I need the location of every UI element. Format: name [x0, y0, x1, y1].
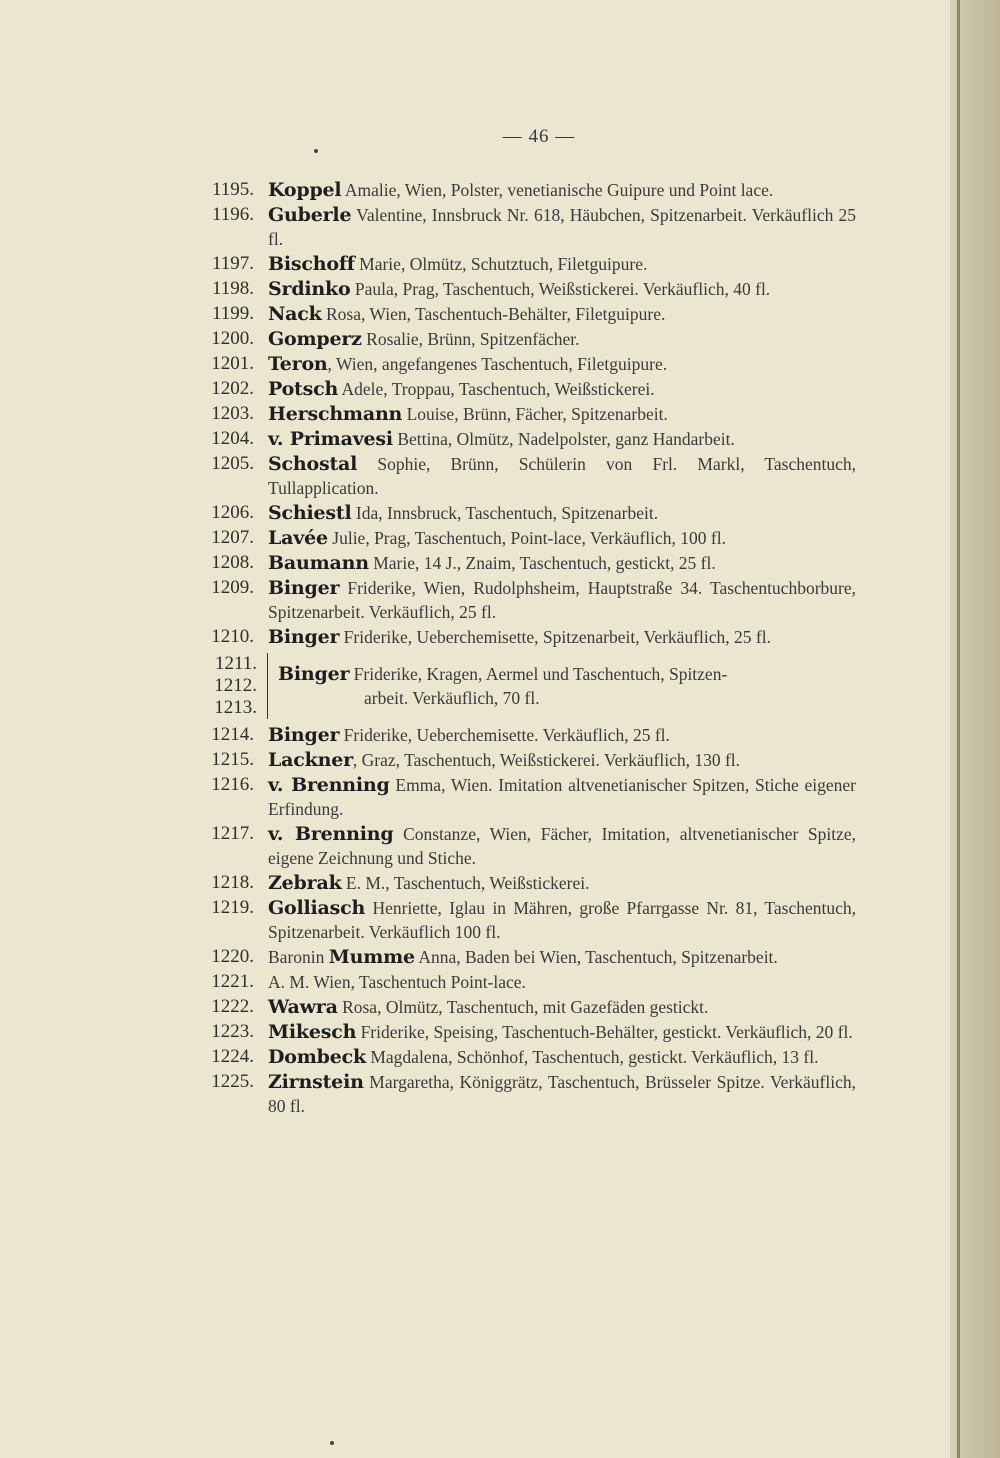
entry-text	[268, 526, 856, 550]
entry-number: 1213.	[214, 697, 257, 718]
exhibitor-name: Herschmann	[268, 403, 403, 425]
entry-number: 1218.	[211, 872, 254, 893]
exhibitor-name: Dombeck	[268, 1046, 366, 1068]
exhibitor-name: Baumann	[268, 552, 369, 574]
entry-text	[268, 452, 856, 500]
exhibitor-name: Potsch	[268, 378, 339, 400]
entry-number: 1214.	[211, 724, 254, 745]
entry-description: Amalie, Wien, Polster, venetianische Guipure und Point lace.	[341, 180, 774, 200]
entry-description: Paula, Prag, Taschentuch, Weißstickerei. Verkäuflich, 40 fl.	[350, 279, 771, 299]
entry-number: 1208.	[211, 552, 254, 573]
entry-number: 1205.	[211, 453, 254, 474]
entry-number: 1206.	[211, 502, 254, 523]
print-speck	[330, 1441, 334, 1445]
catalog-entry	[0, 203, 958, 251]
entry-text	[268, 501, 856, 525]
exhibitor-name: Binger	[278, 663, 350, 685]
catalog-entry	[0, 427, 958, 451]
catalog-entry	[0, 352, 958, 376]
entry-description: Friderike, Speising, Taschentuch-Behälter, gestickt. Verkäuflich, 20 fl.	[356, 1022, 853, 1042]
exhibitor-name: Koppel	[268, 179, 342, 201]
entry-text	[268, 203, 856, 251]
entry-description: Magdalena, Schönhof, Taschentuch, gestickt. Verkäuflich, 13 fl.	[365, 1047, 819, 1067]
entry-text	[268, 995, 856, 1019]
catalog-entry	[0, 748, 958, 772]
exhibitor-name: Schostal	[268, 453, 358, 475]
entry-description: Emma, Wien. Imitation altvenetianischer Spitzen, Stiche eigener Erfindung.	[268, 775, 856, 819]
entry-title-prefix: Baronin	[268, 947, 329, 967]
entry-number: 1223.	[211, 1021, 254, 1042]
entry-description: A. M. Wien, Taschentuch Point-lace.	[268, 972, 526, 992]
exhibitor-name: Srdinko	[268, 278, 351, 300]
exhibitor-name: Schiestl	[268, 502, 352, 524]
entry-number: 1220.	[211, 946, 254, 967]
catalog-entry	[0, 178, 958, 202]
entry-text	[268, 277, 856, 301]
exhibitor-name: v. Brenning	[268, 774, 390, 796]
entry-number: 1197.	[211, 253, 254, 274]
catalog-entry	[0, 1020, 958, 1044]
catalog-entry	[0, 995, 958, 1019]
catalog-entry	[0, 625, 958, 649]
entry-text	[268, 1070, 856, 1118]
exhibitor-name: Teron	[268, 353, 328, 375]
entry-description: Marie, 14 J., Znaim, Taschentuch, gestickt, 25 fl.	[368, 553, 716, 573]
entry-text	[268, 871, 856, 895]
grouped-entry	[0, 653, 958, 719]
entry-description: Julie, Prag, Taschentuch, Point-lace, Verkäuflich, 100 fl.	[327, 528, 726, 548]
entry-description: Rosalie, Brünn, Spitzenfächer.	[361, 329, 580, 349]
catalog-entry	[0, 402, 958, 426]
catalog-entry	[0, 896, 958, 944]
exhibitor-name: Gomperz	[268, 328, 362, 350]
entry-text	[268, 178, 856, 202]
entry-description: Friderike, Wien, Rudolphsheim, Hauptstraße 34. Taschentuchborbure, Spitzenarbeit. Verkäuflich, 25 fl.	[268, 578, 856, 622]
entry-text	[268, 402, 856, 426]
catalog-entry	[0, 1070, 958, 1118]
entry-description: Henriette, Iglau in Mähren, große Pfarrgasse Nr. 81, Taschentuch, Spitzenarbeit. Verkäuflich 100 fl.	[268, 898, 856, 942]
entry-number: 1225.	[211, 1071, 254, 1092]
entry-text	[268, 327, 856, 351]
exhibitor-name: Zebrak	[268, 872, 342, 894]
entry-description: Friderike, Ueberchemisette, Spitzenarbeit, Verkäuflich, 25 fl.	[339, 627, 771, 647]
entry-number: 1211.	[214, 653, 257, 674]
catalog-entry	[0, 822, 958, 870]
exhibitor-name: Binger	[268, 724, 340, 746]
entry-number: 1200.	[211, 328, 254, 349]
catalog-entry	[0, 576, 958, 624]
entry-number: 1201.	[211, 353, 254, 374]
entry-description: Anna, Baden bei Wien, Taschentuch, Spitzenarbeit.	[414, 947, 778, 967]
catalog-entry	[0, 551, 958, 575]
grouped-entry-numbers	[0, 653, 268, 719]
entry-text	[268, 748, 856, 772]
entry-number: 1196.	[211, 204, 254, 225]
entry-number: 1221.	[211, 971, 254, 992]
exhibitor-name: Zirnstein	[268, 1071, 364, 1093]
entry-number: 1209.	[211, 577, 254, 598]
entry-description: Adele, Troppau, Taschentuch, Weißstickerei.	[338, 379, 655, 399]
entry-number: 1203.	[211, 403, 254, 424]
entry-text	[268, 377, 856, 401]
catalog-entry	[0, 773, 958, 821]
catalog-entry	[0, 970, 958, 994]
entry-description: Rosa, Wien, Taschentuch-Behälter, Filetguipure.	[321, 304, 666, 324]
exhibitor-name: Mumme	[328, 946, 415, 968]
entry-description: Rosa, Olmütz, Taschentuch, mit Gazefäden gestickt.	[337, 997, 709, 1017]
catalog-entry	[0, 945, 958, 969]
entry-number: 1215.	[211, 749, 254, 770]
catalog-entry	[0, 501, 958, 525]
exhibitor-name: Nack	[268, 303, 322, 325]
entry-description: Marie, Olmütz, Schutztuch, Filetguipure.	[354, 254, 648, 274]
entry-number: 1224.	[211, 1046, 254, 1067]
entry-description: Valentine, Innsbruck Nr. 618, Häubchen, Spitzenarbeit. Verkäuflich 25 fl.	[268, 205, 856, 249]
entry-text	[268, 1045, 856, 1069]
entry-number: 1216.	[211, 774, 254, 795]
entry-text	[268, 945, 856, 969]
entry-text	[268, 551, 856, 575]
entry-text	[278, 662, 858, 710]
catalog-entry	[0, 871, 958, 895]
catalog-entry	[0, 252, 958, 276]
entry-number: 1202.	[211, 378, 254, 399]
entry-description: Louise, Brünn, Fächer, Spitzenarbeit.	[402, 404, 668, 424]
exhibitor-name: Lackner	[268, 749, 353, 771]
entry-text	[268, 352, 856, 376]
entry-description: Bettina, Olmütz, Nadelpolster, ganz Handarbeit.	[392, 429, 735, 449]
catalog-entry	[0, 452, 958, 500]
catalog-entry	[0, 277, 958, 301]
entry-number: 1219.	[211, 897, 254, 918]
entry-description: Constanze, Wien, Fächer, Imitation, altvenetianischer Spitze, eigene Zeichnung und Stiche.	[268, 824, 857, 868]
catalog-entries	[0, 178, 958, 1119]
entry-text	[268, 1020, 856, 1044]
exhibitor-name: Bischoff	[268, 253, 355, 275]
entry-description: Sophie, Brünn, Schülerin von Frl. Markl, Taschentuch, Tullapplication.	[268, 454, 856, 498]
entry-text	[268, 302, 856, 326]
catalog-entry	[0, 1045, 958, 1069]
entry-description: Margaretha, Königgrätz, Taschentuch, Brüsseler Spitze. Verkäuflich, 80 fl.	[268, 1072, 856, 1116]
catalog-entry	[0, 526, 958, 550]
entry-description: Friderike, Ueberchemisette. Verkäuflich, 25 fl.	[339, 725, 670, 745]
exhibitor-name: Mikesch	[268, 1021, 357, 1043]
entry-number: 1212.	[214, 675, 257, 696]
entry-description: Ida, Innsbruck, Taschentuch, Spitzenarbeit.	[351, 503, 659, 523]
catalog-entry	[0, 327, 958, 351]
catalog-entry	[0, 723, 958, 747]
page-number: — 46 —	[502, 126, 576, 147]
entry-description: E. M., Taschentuch, Weißstickerei.	[341, 873, 590, 893]
exhibitor-name: Binger	[268, 626, 340, 648]
entry-number: 1195.	[211, 179, 254, 200]
entry-text	[268, 252, 856, 276]
exhibitor-name: Lavée	[268, 527, 328, 549]
entry-number: 1198.	[211, 278, 254, 299]
exhibitor-name: Golliasch	[268, 897, 366, 919]
entry-description: , Wien, angefangenes Taschentuch, Filetguipure.	[327, 354, 668, 374]
entry-number: 1204.	[211, 428, 254, 449]
entry-text	[268, 773, 856, 821]
exhibitor-name: Guberle	[268, 204, 352, 226]
entry-text	[268, 427, 856, 451]
catalog-entry	[0, 377, 958, 401]
exhibitor-name: v. Brenning	[268, 823, 394, 845]
exhibitor-name: Wawra	[268, 996, 338, 1018]
entry-text	[268, 625, 856, 649]
entry-text	[268, 723, 856, 747]
entry-description-continuation: arbeit. Verkäuflich, 70 fl.	[364, 688, 540, 708]
entry-description: Friderike, Kragen, Aermel und Taschentuch, Spitzen-	[349, 664, 728, 684]
entry-text	[268, 970, 856, 994]
entry-text	[268, 822, 856, 870]
entry-number: 1217.	[211, 823, 254, 844]
print-speck	[314, 149, 318, 153]
exhibitor-name: v. Primavesi	[268, 428, 393, 450]
entry-text	[268, 896, 856, 944]
entry-number: 1222.	[211, 996, 254, 1017]
entry-number: 1207.	[211, 527, 254, 548]
entry-text	[268, 576, 856, 624]
entry-number: 1210.	[211, 626, 254, 647]
entry-description: , Graz, Taschentuch, Weißstickerei. Verkäuflich, 130 fl.	[352, 750, 741, 770]
entry-number: 1199.	[211, 303, 254, 324]
catalog-entry	[0, 302, 958, 326]
exhibitor-name: Binger	[268, 577, 340, 599]
